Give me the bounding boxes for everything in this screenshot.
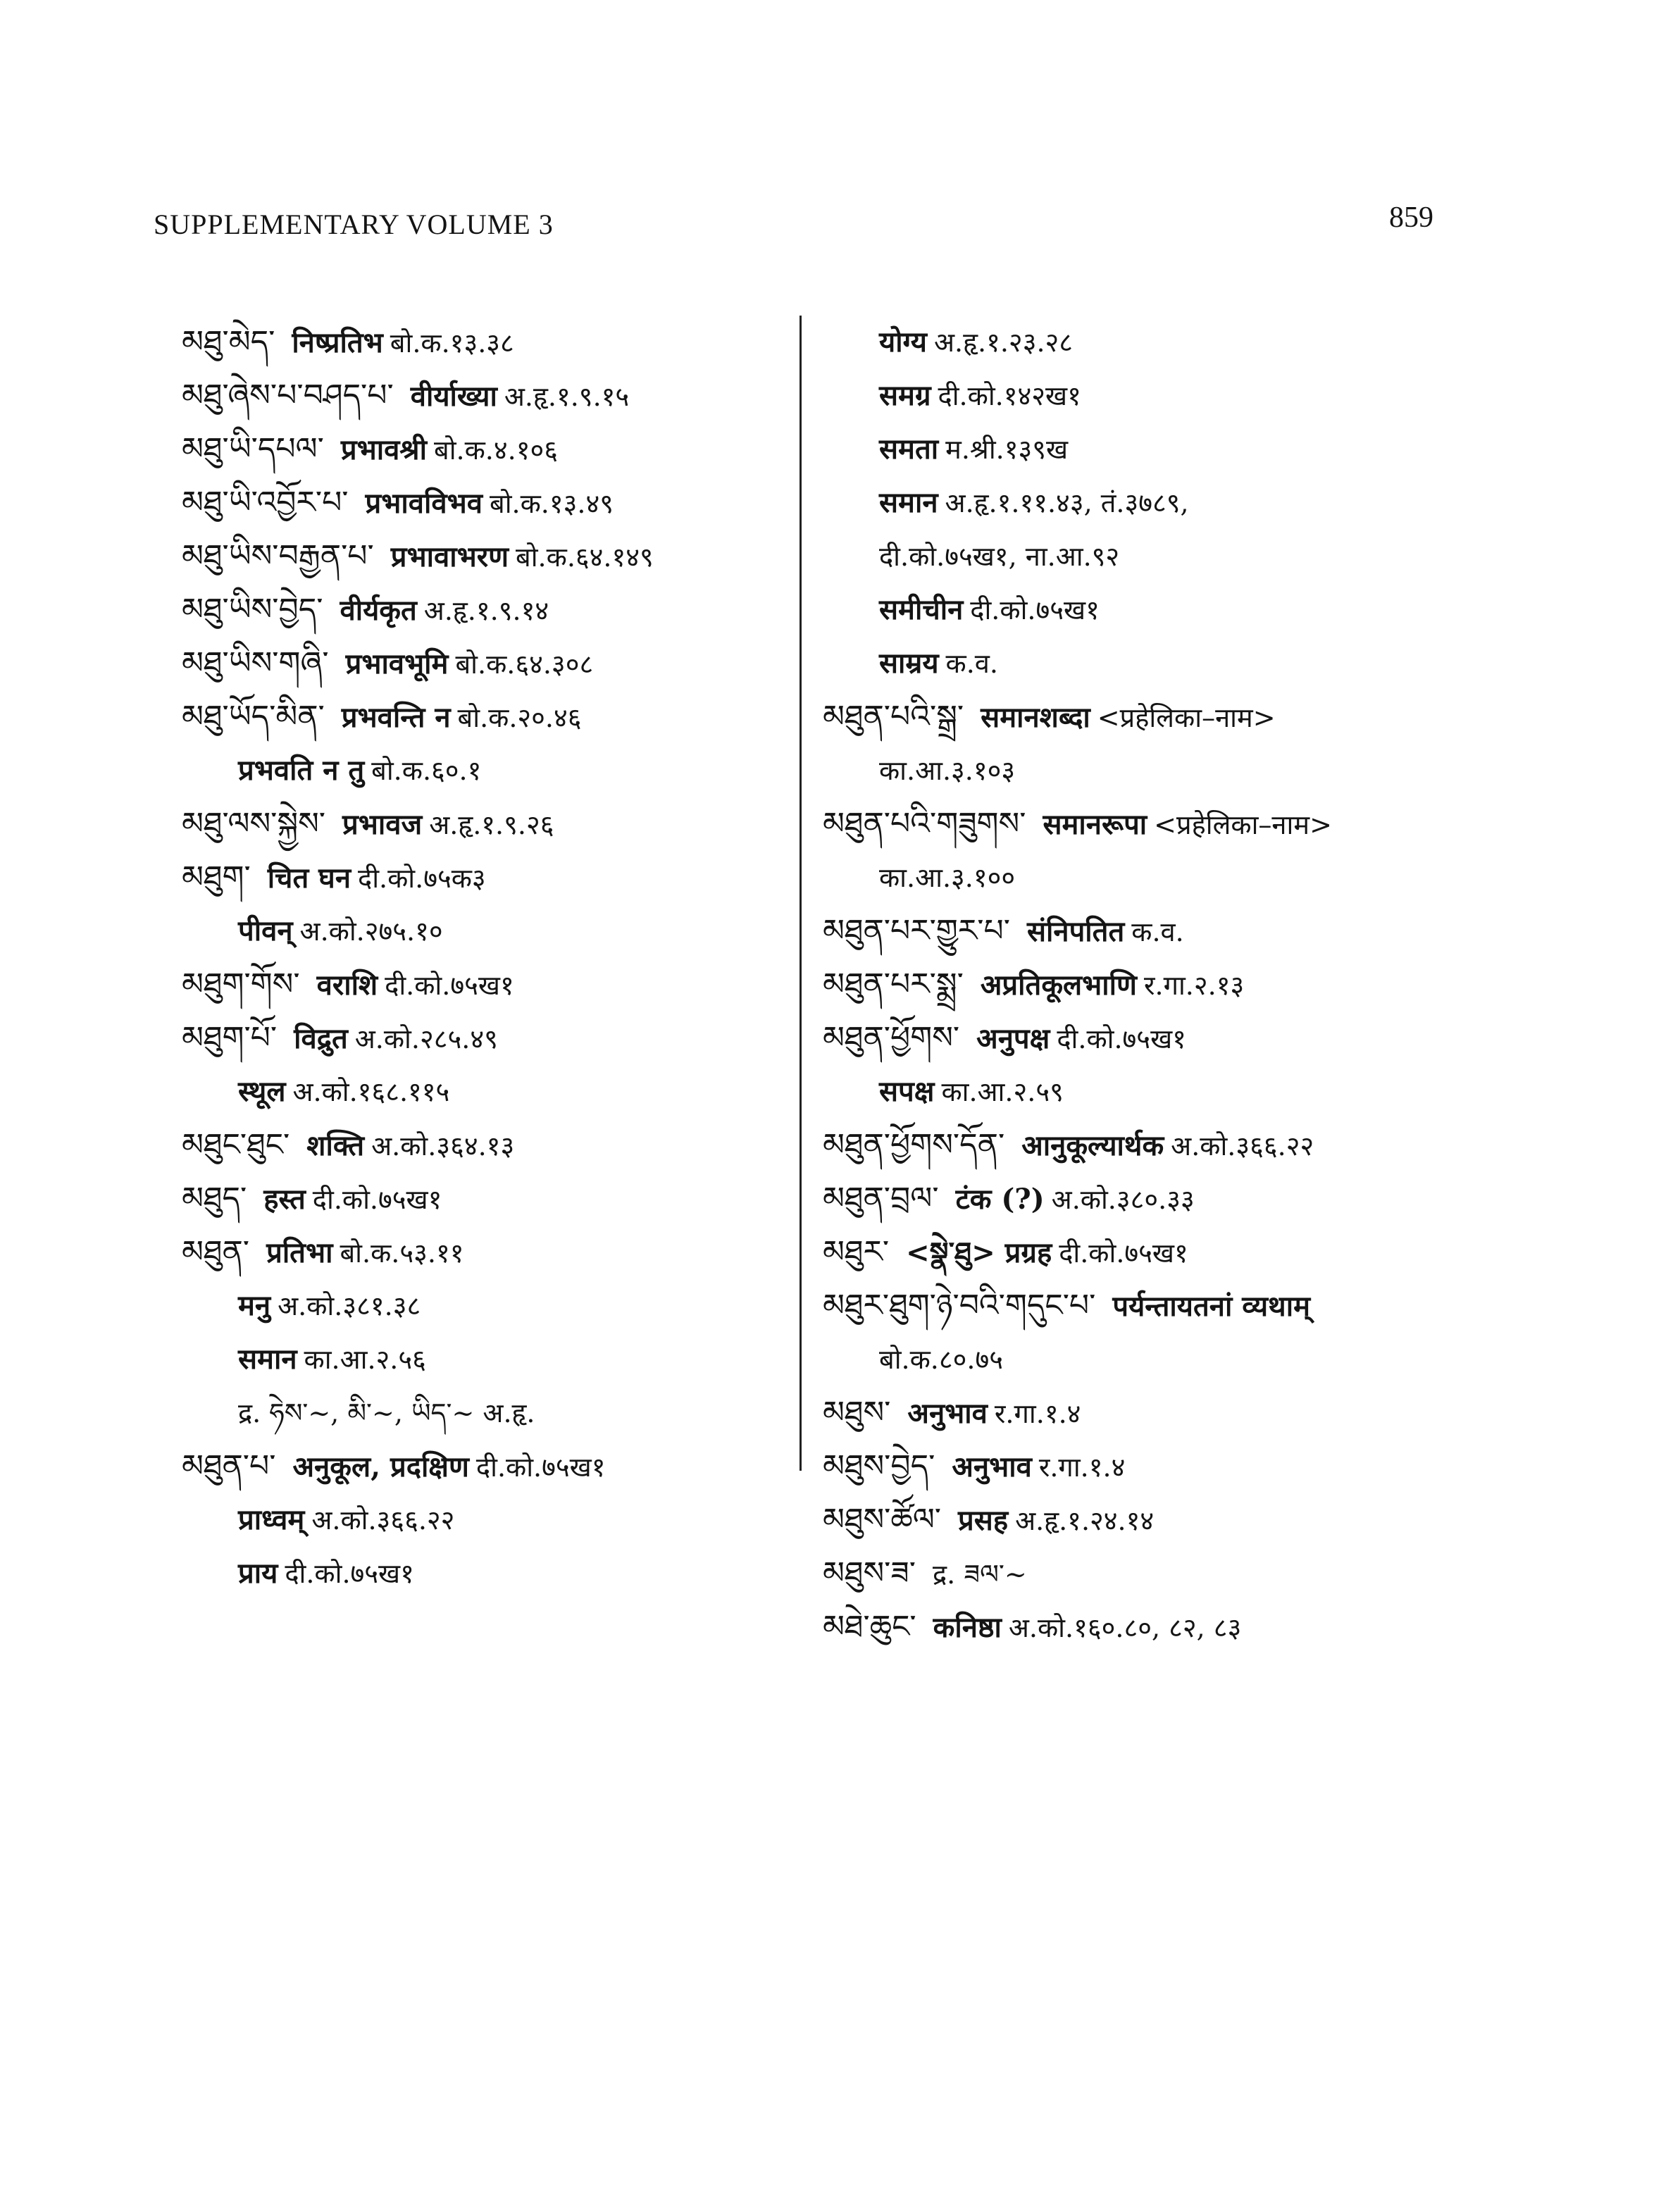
dictionary-entry bbox=[823, 369, 1457, 423]
dictionary-entry bbox=[823, 1279, 1457, 1333]
tibetan-headword: མཐེ་ཆུང་ bbox=[823, 1609, 916, 1645]
sanskrit-term: वीर्यकृत bbox=[340, 594, 417, 627]
tibetan-headword: མཐུས་ཟ་ bbox=[823, 1555, 916, 1591]
source-reference: द्र. ཟལ་~ bbox=[933, 1559, 1027, 1590]
tibetan-headword: མཐུ་ཡིས་བརྒྱན་པ་ bbox=[182, 538, 374, 574]
tibetan-headword: མཐུ་མེད་ bbox=[182, 324, 275, 360]
dictionary-entry bbox=[823, 1226, 1457, 1279]
sanskrit-term: प्रभावज bbox=[342, 808, 423, 841]
tibetan-headword: མཐུན་པའི་གཟུགས་ bbox=[823, 806, 1026, 842]
source-reference: अ.को.३६४.१३ bbox=[371, 1131, 515, 1162]
sanskrit-term: समीचीन bbox=[879, 593, 964, 626]
source-reference: अ.हृ.१.९.१५ bbox=[504, 381, 630, 412]
dictionary-entry bbox=[823, 1493, 1457, 1547]
tibetan-headword: མཐུན་པ་ bbox=[182, 1448, 276, 1484]
dictionary-entry bbox=[823, 851, 1457, 904]
source-reference: बो.क.६४.१४९ bbox=[516, 542, 654, 573]
sanskrit-term: वीर्याख्या bbox=[410, 380, 497, 413]
right-column bbox=[823, 316, 1457, 1654]
sanskrit-term: पीवन् bbox=[238, 914, 293, 947]
dictionary-entry bbox=[823, 1119, 1457, 1172]
sanskrit-term: साम्रय bbox=[879, 647, 939, 680]
dictionary-entry bbox=[182, 316, 802, 369]
sanskrit-term: प्रभावविभव bbox=[365, 487, 483, 520]
dictionary-entry bbox=[182, 583, 802, 637]
dictionary-entry bbox=[823, 1333, 1457, 1386]
dictionary-entry bbox=[182, 637, 802, 690]
left-column bbox=[182, 316, 802, 1600]
dictionary-entry bbox=[182, 1493, 802, 1547]
sanskrit-term: प्राध्वम् bbox=[238, 1503, 305, 1536]
sanskrit-term: अनुभाव bbox=[952, 1450, 1032, 1483]
tibetan-headword: མཐུང་ཐུང་ bbox=[182, 1127, 290, 1163]
sanskrit-term: समानशब्दा bbox=[981, 701, 1090, 734]
tibetan-headword: མཐུ་ཡོད་མིན་ bbox=[182, 699, 325, 735]
dictionary-entry bbox=[823, 958, 1457, 1011]
running-head: SUPPLEMENTARY VOLUME 3 bbox=[154, 208, 554, 240]
sanskrit-term: मनु bbox=[238, 1289, 271, 1322]
sanskrit-term: अप्रतिकूलभाणि bbox=[980, 969, 1137, 1002]
source-reference: दी.को.७५ख१ bbox=[285, 1558, 414, 1589]
dictionary-entry bbox=[182, 797, 802, 851]
dictionary-entry bbox=[823, 744, 1457, 797]
sanskrit-term: प्रभावभूमि bbox=[345, 647, 449, 680]
dictionary-entry bbox=[823, 1440, 1457, 1493]
dictionary-entry bbox=[182, 423, 802, 476]
dictionary-entry bbox=[823, 1547, 1457, 1600]
tibetan-headword: མཐུན་ཕྱོགས་དོན་ bbox=[823, 1127, 1005, 1163]
source-reference: दी.को.७५ख१ bbox=[1059, 1238, 1188, 1269]
dictionary-entry bbox=[823, 316, 1457, 369]
tibetan-headword: མཐུན་བྲལ་ bbox=[823, 1181, 939, 1216]
dictionary-entry bbox=[182, 690, 802, 744]
source-reference: दी.को.७५क३ bbox=[358, 863, 486, 894]
dictionary-entry bbox=[182, 904, 802, 958]
source-reference: अ.हृ.१.२३.२८ bbox=[934, 327, 1074, 358]
dictionary-entry bbox=[182, 369, 802, 423]
sanskrit-term: अनुकूल, प्रदक्षिण bbox=[292, 1450, 469, 1483]
source-reference: का.आ.२.५९ bbox=[941, 1076, 1064, 1107]
tibetan-headword: མཐུན་པའི་སྒྲ་ bbox=[823, 699, 964, 735]
tibetan-headword: མཐུན་པར་སྨྲ་ bbox=[823, 966, 964, 1002]
tibetan-headword: མཐུད་ bbox=[182, 1181, 247, 1216]
source-reference: दी.को.१४२ख१ bbox=[938, 380, 1081, 411]
source-reference: दी.को.७५ख१ bbox=[385, 970, 514, 1001]
dictionary-entry bbox=[182, 744, 802, 797]
sanskrit-term: प्रभवति न तु bbox=[238, 754, 365, 787]
tibetan-headword: མཐུ་ཡིས་བྱེད་ bbox=[182, 592, 323, 628]
source-reference: अ.को.१६८.११५ bbox=[292, 1076, 450, 1107]
sanskrit-term: अनुभाव bbox=[907, 1397, 988, 1430]
dictionary-entry bbox=[182, 1065, 802, 1119]
page-number: 859 bbox=[1389, 201, 1433, 234]
dictionary-entry bbox=[182, 1279, 802, 1333]
source-reference: का.आ.२.५६ bbox=[304, 1344, 426, 1375]
tibetan-headword: མཐུག་པོ་ bbox=[182, 1020, 278, 1056]
dictionary-entry bbox=[823, 423, 1457, 476]
dictionary-entry bbox=[182, 958, 802, 1011]
source-reference: अ.हृ.१.११.४३, तं.३७८९, bbox=[945, 487, 1189, 518]
source-reference: बो.क.५३.११ bbox=[340, 1238, 464, 1269]
sanskrit-term: प्रभावश्री bbox=[340, 433, 427, 466]
sanskrit-term: चित घन bbox=[267, 861, 351, 895]
column-divider bbox=[799, 316, 802, 1471]
sanskrit-term: कनिष्ठा bbox=[933, 1611, 1002, 1644]
sanskrit-term: पर्यन्तायतनां व्यथाम् bbox=[1112, 1290, 1310, 1323]
sanskrit-term: निष्प्रतिभ bbox=[292, 326, 383, 359]
dictionary-entry bbox=[182, 1386, 802, 1440]
source-reference: दी.को.७५ख१ bbox=[1057, 1023, 1186, 1054]
sanskrit-term: अनुपक्ष bbox=[976, 1022, 1050, 1055]
sanskrit-term: स्थूल bbox=[238, 1075, 286, 1108]
source-reference: र.गा.१.४ bbox=[1038, 1452, 1126, 1483]
source-reference: बो.क.१३.३८ bbox=[390, 328, 514, 359]
dictionary-entry bbox=[823, 690, 1457, 744]
sanskrit-term: प्रसह bbox=[958, 1504, 1009, 1537]
source-reference: बो.क.६०.१ bbox=[371, 755, 482, 786]
source-reference: बो.क.२०.४६ bbox=[457, 702, 582, 733]
dictionary-entry bbox=[182, 851, 802, 904]
dictionary-entry bbox=[182, 1011, 802, 1065]
source-reference: र.गा.२.१३ bbox=[1143, 970, 1245, 1001]
sanskrit-term: समता bbox=[879, 432, 939, 466]
tibetan-headword: མཐུ་ལས་སྐྱེས་ bbox=[182, 806, 326, 842]
sanskrit-term: प्रभावाभरण bbox=[390, 540, 509, 573]
dictionary-entry bbox=[823, 1386, 1457, 1440]
tibetan-headword: མཐུ་ཡི་འབྱོར་པ་ bbox=[182, 485, 349, 521]
tibetan-headword: མཐུག་ bbox=[182, 859, 251, 895]
source-reference: अ.को.३८०.३३ bbox=[1051, 1184, 1195, 1215]
dictionary-entry bbox=[823, 583, 1457, 637]
tibetan-headword: མཐུན་ bbox=[182, 1234, 250, 1270]
source-reference: दी.को.७५ख१ bbox=[312, 1184, 442, 1215]
sanskrit-term: वराशि bbox=[316, 969, 378, 1002]
dictionary-entry bbox=[823, 904, 1457, 958]
sanskrit-term: शक्ति bbox=[306, 1129, 365, 1162]
source-reference: <प्रहेलिका–नाम> bbox=[1097, 702, 1276, 733]
source-reference: बो.क.८०.७५ bbox=[879, 1344, 1004, 1375]
source-reference: दी.को.७५ख१ bbox=[970, 594, 1100, 625]
sanskrit-term: समान bbox=[879, 486, 938, 519]
source-reference: अ.को.३८१.३८ bbox=[278, 1290, 421, 1321]
source-reference: अ.हृ.१.२४.१४ bbox=[1015, 1505, 1155, 1536]
dictionary-entry bbox=[182, 1547, 802, 1600]
source-reference: दी.को.७५ख१, ना.आ.९२ bbox=[879, 541, 1120, 572]
source-reference: अ.हृ.१.९.२६ bbox=[429, 809, 554, 840]
sanskrit-term: समान bbox=[238, 1343, 297, 1376]
tibetan-headword: མཐུན་པར་གྱུར་པ་ bbox=[823, 913, 1010, 949]
source-reference: र.गा.१.४ bbox=[994, 1398, 1081, 1429]
sanskrit-term: विद्रुत bbox=[294, 1022, 348, 1055]
source-reference: अ.को.३६६.२२ bbox=[311, 1505, 455, 1536]
source-reference: म.श्री.१३९ख bbox=[945, 434, 1069, 465]
tibetan-headword: མཐུར་ bbox=[823, 1234, 890, 1270]
source-reference: क.व. bbox=[945, 648, 999, 679]
tibetan-headword: མཐུས་ཚོལ་ bbox=[823, 1502, 942, 1538]
source-reference: का.आ.३.१०३ bbox=[879, 755, 1016, 786]
sanskrit-term: समानरूपा bbox=[1043, 808, 1147, 841]
sanskrit-term: आनुकूल्यार्थक bbox=[1021, 1129, 1164, 1162]
source-reference: अ.को.३६६.२२ bbox=[1171, 1131, 1314, 1162]
tibetan-headword: མཐུར་ཐུག་ཉེ་བའི་གདུང་པ་ bbox=[823, 1288, 1096, 1324]
source-reference: बो.क.१३.४९ bbox=[490, 488, 614, 519]
source-reference: क.व. bbox=[1131, 916, 1184, 947]
source-reference: द्र. ཧེས་~, མི་~, ཡིད་~ अ.हृ. bbox=[238, 1397, 535, 1428]
sanskrit-term: <སྣེ་ཐུ> प्रग्रह bbox=[906, 1236, 1052, 1269]
source-reference: अ.को.१६०.८०, ८२, ८३ bbox=[1008, 1612, 1242, 1643]
source-reference: अ.हृ.१.९.१४ bbox=[423, 595, 549, 626]
tibetan-headword: མཐུ་ཞེས་པ་བཤད་པ་ bbox=[182, 378, 394, 413]
dictionary-entry bbox=[823, 797, 1457, 851]
tibetan-headword: མཐུས་བྱེད་ bbox=[823, 1448, 935, 1484]
dictionary-entry bbox=[823, 637, 1457, 690]
sanskrit-term: टंक (?) bbox=[955, 1183, 1045, 1216]
source-reference: अ.को.२७५.१० bbox=[299, 916, 443, 947]
sanskrit-term: हस्त bbox=[263, 1183, 306, 1216]
tibetan-headword: མཐུ་ཡིས་གཞི་ bbox=[182, 645, 329, 681]
sanskrit-term: प्रतिभा bbox=[266, 1236, 333, 1269]
source-reference: बो.क.४.१०६ bbox=[434, 435, 559, 466]
tibetan-headword: མཐུ་ཡི་དཔལ་ bbox=[182, 431, 324, 467]
dictionary-entry bbox=[182, 1119, 802, 1172]
source-reference: <प्रहेलिका–नाम> bbox=[1154, 809, 1332, 840]
source-reference: दी.को.७५ख१ bbox=[475, 1452, 606, 1483]
dictionary-entry bbox=[823, 1600, 1457, 1654]
dictionary-entry bbox=[182, 1226, 802, 1279]
sanskrit-term: प्राय bbox=[238, 1557, 278, 1590]
dictionary-entry bbox=[823, 1011, 1457, 1065]
source-reference: अ.को.२८५.४९ bbox=[354, 1023, 498, 1054]
dictionary-entry bbox=[823, 476, 1457, 530]
dictionary-entry bbox=[182, 1172, 802, 1226]
tibetan-headword: མཐུན་ཕྱོགས་ bbox=[823, 1020, 960, 1056]
dictionary-entry bbox=[182, 1333, 802, 1386]
sanskrit-term: समग्र bbox=[879, 379, 931, 412]
tibetan-headword: མཐུག་གོས་ bbox=[182, 966, 300, 1002]
sanskrit-term: सपक्ष bbox=[879, 1075, 935, 1108]
dictionary-entry bbox=[182, 1440, 802, 1493]
dictionary-entry bbox=[182, 476, 802, 530]
source-reference: का.आ.३.१०० bbox=[879, 862, 1016, 893]
sanskrit-term: संनिपतित bbox=[1026, 915, 1125, 948]
dictionary-entry bbox=[823, 1065, 1457, 1119]
sanskrit-term: योग्य bbox=[879, 325, 927, 359]
dictionary-entry bbox=[182, 530, 802, 583]
dictionary-entry bbox=[823, 530, 1457, 583]
sanskrit-term: प्रभवन्ति न bbox=[341, 701, 451, 734]
tibetan-headword: མཐུས་ bbox=[823, 1395, 891, 1431]
source-reference: बो.क.६४.३०८ bbox=[455, 649, 594, 680]
dictionary-entry bbox=[823, 1172, 1457, 1226]
